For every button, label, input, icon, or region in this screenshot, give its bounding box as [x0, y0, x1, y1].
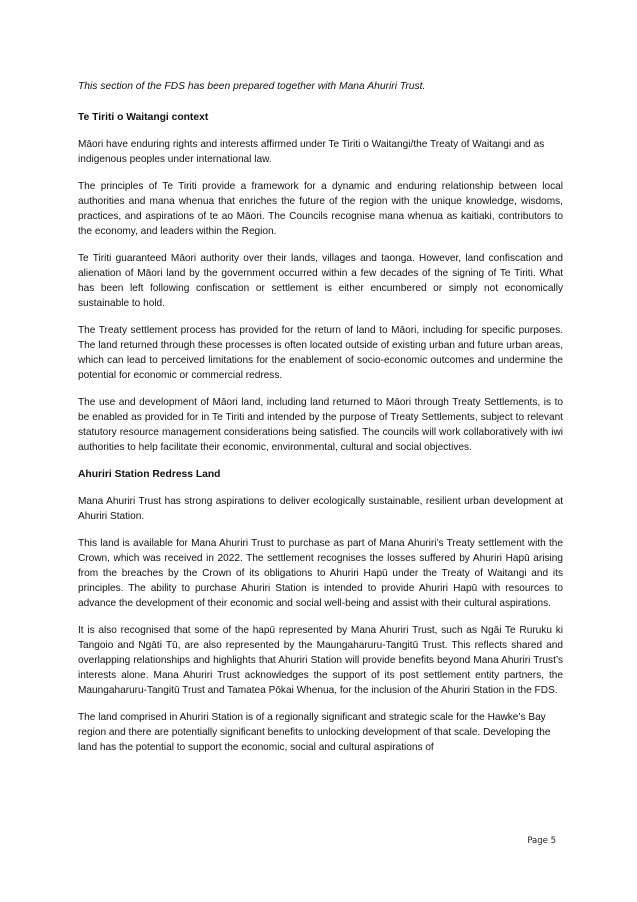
section-heading-ahuriri-station: Ahuriri Station Redress Land: [78, 469, 221, 480]
paragraph: It is also recognised that some of the hapū represented by Mana Ahuriri Trust, such as Ngāi Te Ruruku ki Tangoio and Ngāti Tū, are also represented by the Maungaharuru-Tangitū Trust. This reflects shared and overlapping relationships and highlights that Ahuriri Station will provide benefits beyond Mana Ahuriri Trust’s interests alone. Mana Ahuriri Trust acknowledges the support of its post settlement entity partners, the Maungaharuru-Tangitū Trust and Tamatea Pōkai Whenua, for the inclusion of the Ahuriri Station in the FDS.: [78, 625, 563, 696]
paragraph: The Treaty settlement process has provided for the return of land to Māori, including for specific purposes. The land returned through these processes is often located outside of existing urban and future urban areas, which can lead to perceived limitations for the enablement of socio-economic outcomes and undermine the potential for economic or commercial redress.: [78, 325, 563, 381]
page-number: Page 5: [527, 836, 556, 846]
paragraph: Māori have enduring rights and interests affirmed under Te Tiriti o Waitangi/the Treaty of Waitangi and as indigenous peoples under international law.: [78, 139, 545, 165]
document-page: [78, 79, 563, 767]
paragraph: The use and development of Māori land, including land returned to Māori through Treaty Settlements, is to be enabled as provided for in Te Tiriti and intended by the purpose of Treaty Settlements, subject to relevant statutory resource management considerations being satisfied. The councils will work collaboratively with iwi authorities to help facilitate their economic, environmental, cultural and social objectives.: [78, 397, 563, 453]
paragraph: Te Tiriti guaranteed Māori authority over their lands, villages and taonga. However, land confiscation and alienation of Māori land by the government occurred within a few decades of the signing of Te Tiriti. What has been left following confiscation or settlement is either encumbered or simply not economically sustainable to hold.: [78, 253, 563, 309]
paragraph: This land is available for Mana Ahuriri Trust to purchase as part of Mana Ahuriri’s Treaty settlement with the Crown, which was received in 2022. The settlement recognises the losses suffered by Ahuriri Hapū arising from the breaches by the Crown of its obligations to Ahuriri Hapū under the Treaty of Waitangi and its principles. The ability to purchase Ahuriri Station is intended to provide Ahuriri Hapū with resources to advance the development of their economic and social well-being and assist with their cultural aspirations.: [78, 538, 563, 609]
intro-note: This section of the FDS has been prepared together with Mana Ahuriri Trust.: [78, 81, 426, 92]
paragraph: The principles of Te Tiriti provide a framework for a dynamic and enduring relationship between local authorities and mana whenua that enriches the future of the region with the unique knowledge, wisdoms, practices, and aspirations of te ao Māori. The Councils recognise mana whenua as kaitiaki, contributors to the economy, and leaders within the Region.: [78, 181, 563, 237]
section-heading-te-tiriti: Te Tiriti o Waitangi context: [78, 112, 209, 123]
paragraph: Mana Ahuriri Trust has strong aspirations to deliver ecologically sustainable, resilient urban development at Ahuriri Station.: [78, 496, 563, 522]
paragraph: The land comprised in Ahuriri Station is of a regionally significant and strategic scale for the Hawke’s Bay region and there are potentially significant benefits to unlocking development of that scale. Developing the land has the potential to support the economic, social and cultural aspirations of: [78, 712, 551, 753]
